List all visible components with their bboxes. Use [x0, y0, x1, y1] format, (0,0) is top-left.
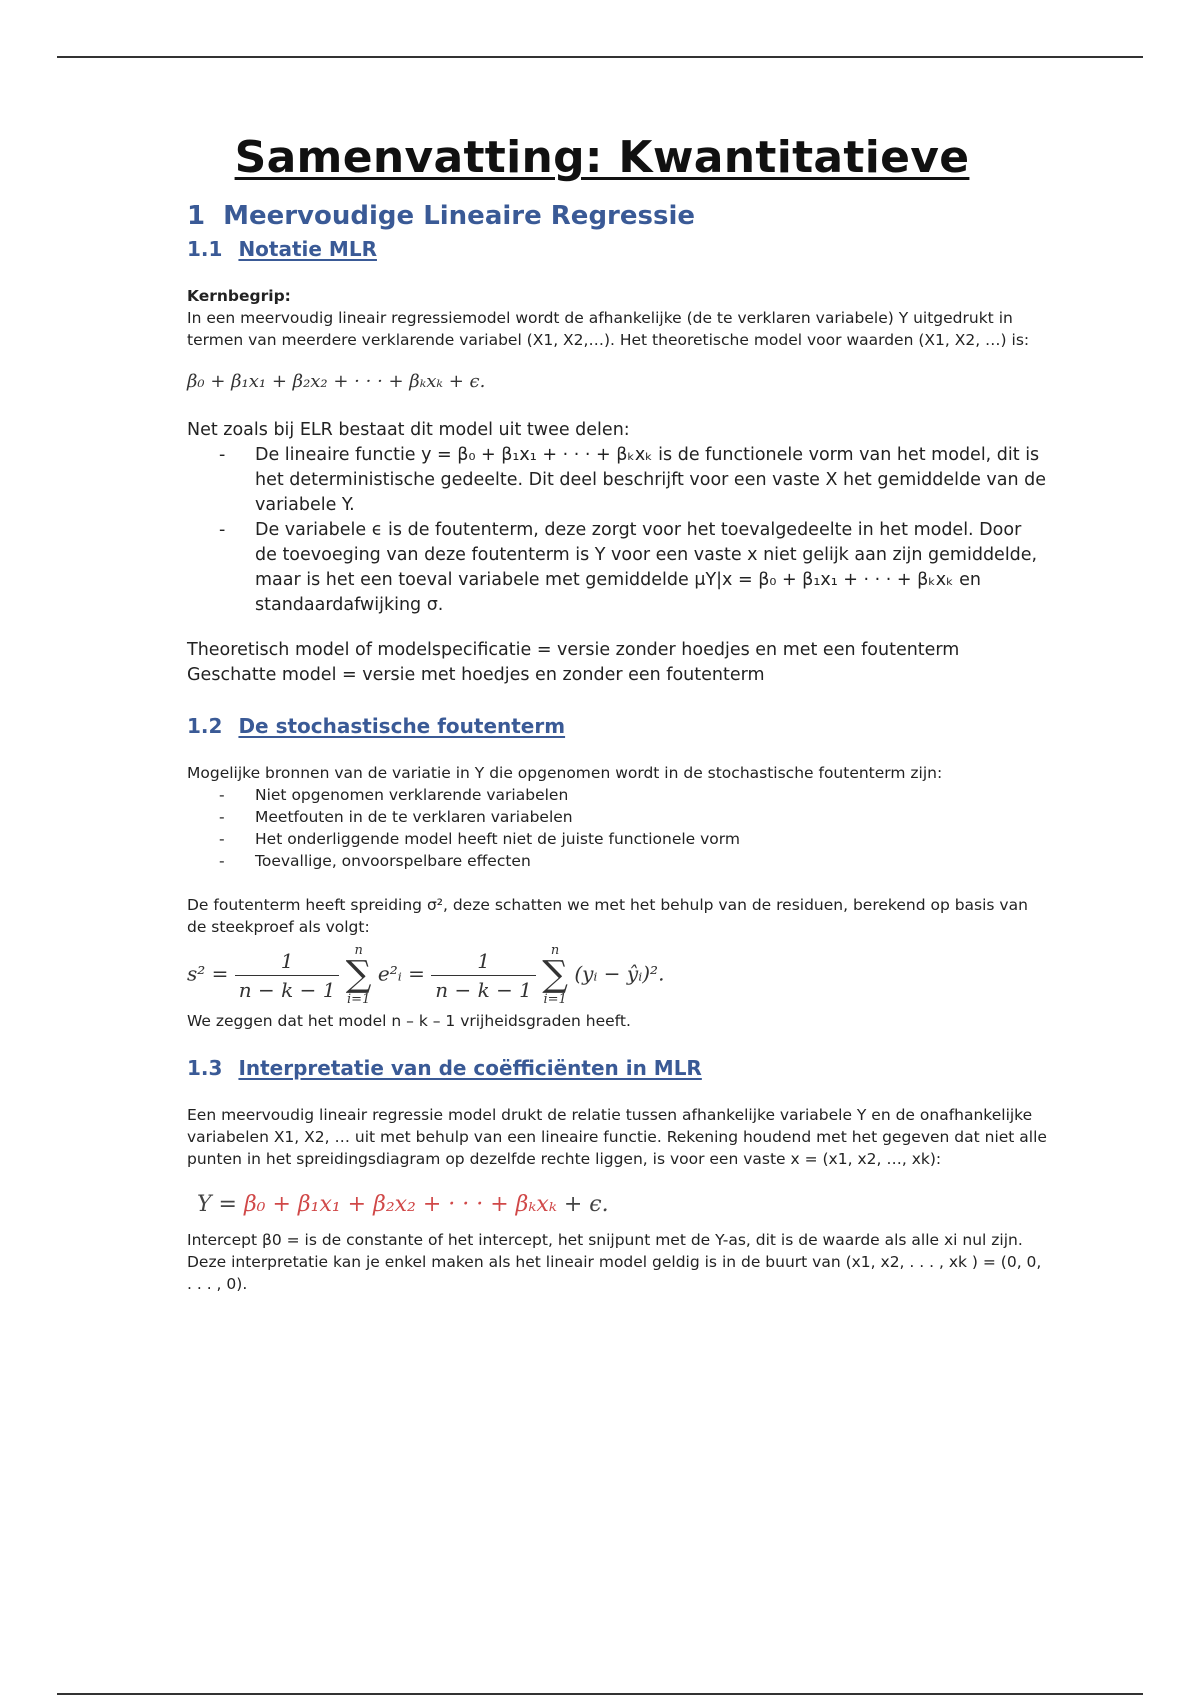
regression-formula: Y = β₀ + β₁x₁ + β₂x₂ + · · · + βₖxₖ + ϵ.: [197, 1192, 609, 1217]
kernbegrip-label: Kernbegrip:: [187, 287, 291, 305]
degrees-of-freedom-line: We zeggen dat het model n – k – 1 vrijheidsgraden heeft.: [187, 1012, 631, 1030]
subsection-number: 1.2: [187, 714, 223, 738]
formula-equals: =: [408, 961, 425, 986]
document-title: Samenvatting: Kwantitatieve: [234, 132, 970, 183]
linear-part: β₀ + β₁x₁ + β₂x₂ + · · · + βₖxₖ: [243, 1192, 557, 1217]
intercept-paragraph: Intercept β0 = is de constante of het intercept, het snijpunt met de Y-as, dit is de waarde als alle xi nul zijn. Deze interpretatie kan je enkel maken als het lineair model geldig is in de buurt van (x1, x2, . . . , xk ) = (0, 0, . . . , 0).: [187, 1231, 1042, 1293]
document-page: [187, 132, 1047, 1295]
top-rule: [57, 56, 1143, 58]
list-item: - Meetfouten in de te verklaren variabelen: [187, 806, 1047, 828]
summation: n ∑ i=1: [345, 943, 372, 1007]
error-sources-intro: Mogelijke bronnen van de variatie in Y die opgenomen wordt in de stochastische foutenterm zijn:: [187, 764, 943, 782]
subsection-1-1-heading: [187, 237, 1047, 261]
spread-paragraph: De foutenterm heeft spreiding σ², deze schatten we met het behulp van de residuen, berekend op basis van de steekproef als volgt:: [187, 896, 1028, 936]
estimated-model-line: Geschatte model = versie met hoedjes en zonder een foutenterm: [187, 665, 765, 685]
mlr-intro-paragraph: In een meervoudig lineair regressiemodel wordt de afhankelijke (de te verklaren variabele) Y uitgedrukt in termen van meerdere verklarende variabel (X1, X2,…). Het theoretische model voor waarden (X1, X2, …) is:: [187, 309, 1030, 349]
subsection-title: De stochastische foutenterm: [238, 714, 566, 738]
interpretation-paragraph: Een meervoudig lineair regressie model drukt de relatie tussen afhankelijke variabele Y en de onafhankelijke variabelen X1, X2, … uit met behulp van een lineaire functie. Rekening houdend met het gegeven dat niet alle punten in het spreidingsdiagram op dezelfde rechte liggen, is voor een vaste x = (x1, x2, …, xk):: [187, 1106, 1047, 1168]
model-parts-list: [187, 443, 1047, 618]
subsection-number: 1.1: [187, 237, 223, 261]
subsection-title: Notatie MLR: [238, 237, 377, 261]
list-item: - Niet opgenomen verklarende variabelen: [187, 784, 1047, 806]
fraction: $\frac{1}{n - k - 1}$: [431, 949, 536, 1002]
fraction: $\frac{1}{n - k - 1}$: [235, 949, 340, 1002]
list-item: - Toevallige, onvoorspelbare effecten: [187, 850, 1047, 872]
parts-intro: Net zoals bij ELR bestaat dit model uit twee delen:: [187, 420, 630, 440]
list-item: - De variabele ϵ is de foutenterm, deze zorgt voor het toevalgedeelte in het model. Door de toevoeging van deze foutenterm is Y voor een vaste x niet gelijk aan zijn gemiddelde, maar is het een toeval variabele met gemiddelde μY|x = β₀ + β₁x₁ + · · · + βₖxₖ en standaardafwijking σ.: [187, 518, 1047, 618]
bottom-rule: [57, 1693, 1143, 1695]
section-1-heading: [187, 201, 1047, 231]
error-sources-list: [187, 784, 1047, 872]
formula-term: e²ᵢ: [377, 961, 402, 986]
subsection-title: Interpretatie van de coëfficiënten in MLR: [238, 1056, 702, 1080]
variance-formula: [187, 944, 1047, 1006]
formula-term: (yᵢ − ŷᵢ)².: [574, 961, 665, 986]
subsection-1-2-heading: [187, 714, 1047, 738]
section-number: 1: [187, 201, 206, 231]
mlr-model-formula: β₀ + β₁x₁ + β₂x₂ + · · · + βₖxₖ + ϵ.: [187, 371, 486, 392]
theoretical-model-line: Theoretisch model of modelspecificatie = versie zonder hoedjes en met een foutenterm: [187, 640, 960, 660]
list-item: - Het onderliggende model heeft niet de juiste functionele vorm: [187, 828, 1047, 850]
summation: n ∑ i=1: [542, 943, 568, 1007]
subsection-number: 1.3: [187, 1056, 223, 1080]
list-item: - De lineaire functie y = β₀ + β₁x₁ + · · · + βₖxₖ is de functionele vorm van het model, dit is het deterministische gedeelte. Dit deel beschrijft voor een vaste X het gemiddelde van de variabele Y.: [187, 443, 1047, 518]
section-title: Meervoudige Lineaire Regressie: [223, 201, 696, 231]
subsection-1-3-heading: [187, 1056, 1047, 1080]
formula-lhs: s² =: [187, 961, 229, 986]
